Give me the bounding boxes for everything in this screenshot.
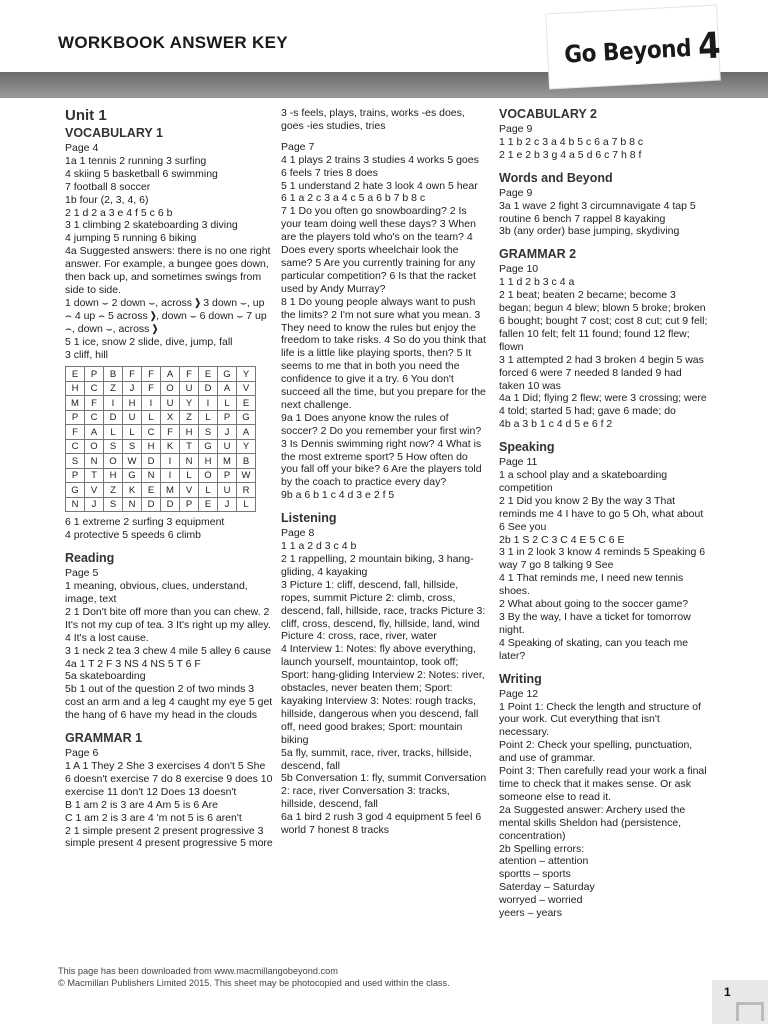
grid-cell: G: [199, 439, 218, 454]
grid-row: [66, 381, 256, 396]
brand-badge: [546, 6, 720, 89]
grid-cell: J: [218, 497, 237, 512]
grid-cell: F: [142, 367, 161, 382]
listening-answers: [281, 540, 487, 837]
answer-line: 6 1 extreme 2 surfing 3 equipment: [65, 516, 225, 529]
page-7-answers: [281, 154, 487, 502]
answer-line: 4a 1 Did; flying 2 flew; were 3 crossing; were 4 told; started 5 had; gave 6 made; do: [499, 392, 707, 418]
answer-line: 3 Picture 1: cliff, descend, fall, hillside, ropes, summit Picture 2: climb, cross, descend, fall, hillside, race, tracks Picture 3: cliff, cross, descend, fly, hillside, land, wind Picture 4: cross, race, river, water: [281, 578, 486, 643]
answer-line: 3 1 neck 2 tea 3 chew 4 mile 5 alley 6 cause: [65, 644, 272, 657]
grid-cell: P: [66, 410, 85, 425]
answer-line: 4 1 plays 2 trains 3 studies 4 works 5 goes 6 feels 7 tries 8 does: [281, 153, 479, 179]
section-heading-speaking: Speaking: [499, 440, 555, 455]
section-heading-grammar-2: GRAMMAR 2: [499, 247, 577, 262]
grid-cell: F: [66, 425, 85, 440]
grid-cell: O: [199, 468, 218, 483]
grid-cell: X: [161, 410, 180, 425]
answer-line: worryed – worried: [499, 894, 583, 907]
answer-line: sportts – sports: [499, 868, 571, 881]
grid-cell: N: [123, 497, 142, 512]
grid-cell: L: [218, 396, 237, 411]
section-heading-grammar-1: GRAMMAR 1: [65, 731, 143, 746]
grammar-2-answers: [499, 276, 709, 431]
answer-line: 2 1 simple present 2 present progressive 3 simple present 4 present progressive 5 more: [65, 824, 273, 850]
answer-line: 4a Suggested answers: there is no one right answer. For example, a bungee goes down, then back up, and sometimes swings from side to side.: [65, 245, 271, 296]
vocabulary-1-answers: [65, 155, 273, 362]
answer-line: yeers – years: [499, 907, 563, 920]
page-ref: Page 7: [281, 140, 315, 153]
grid-cell: N: [66, 497, 85, 512]
footer-source: This page has been downloaded from www.macmillangobeyond.com: [58, 966, 338, 976]
page-footer: [58, 966, 658, 989]
grid-cell: D: [199, 381, 218, 396]
grid-cell: D: [142, 454, 161, 469]
grid-cell: P: [180, 497, 199, 512]
grid-cell: K: [161, 439, 180, 454]
grid-row: [66, 483, 256, 498]
grid-cell: H: [199, 454, 218, 469]
answer-line: 1 1 a 2 d 3 c 4 b: [281, 540, 357, 553]
answer-line: 5a fly, summit, race, river, tracks, hillside, descend, fall: [281, 746, 472, 772]
speaking-answers: [499, 469, 709, 663]
grid-cell: H: [142, 439, 161, 454]
section-heading-words-and-beyond: Words and Beyond: [499, 170, 613, 185]
word-search-grid: [65, 366, 256, 512]
grid-cell: F: [142, 381, 161, 396]
grid-cell: L: [180, 468, 199, 483]
answer-line: 4 Interview 1: Notes: fly above everything, launch yourself, mountaintop, took off; Sport: hang-gliding Interview 2: Notes: river, obstacles, never beaten them; Sport: kayaking Interview 3: Notes: rough tracks, hillside, dangerous when you descend, fall off, need good brakes; Sport: mountain biking: [281, 643, 485, 746]
grid-cell: I: [199, 396, 218, 411]
answer-line: 8 1 Do young people always want to push the limits? 2 I'm not sure what you mean. 3 They need to know the rules but enjoy the freedom to take risks. 4 So do you think that life is a little like playing sports, then? 5 It seems to me that in both you need the confidence to give it a try. 6 You don't succeed all the time, but you prepare for the next challenge.: [281, 295, 486, 411]
column-2: [281, 107, 487, 837]
grid-cell: V: [180, 483, 199, 498]
answer-line: 3 1 attempted 2 had 3 broken 4 begin 5 was forced 6 were 7 needed 8 landed 9 had taken 10 was: [499, 353, 704, 392]
answer-line: 6a 1 bird 2 rush 3 god 4 equipment 5 feel 6 world 7 honest 8 tracks: [281, 811, 482, 837]
answer-line: 9b a 6 b 1 c 4 d 3 e 2 f 5: [281, 489, 395, 502]
grid-cell: J: [218, 425, 237, 440]
brand-number: 4: [697, 25, 722, 68]
grid-cell: S: [104, 497, 123, 512]
words-and-beyond-answers: [499, 200, 709, 239]
answer-line: 4a 1 T 2 F 3 NS 4 NS 5 T 6 F: [65, 657, 201, 670]
answer-line: 1 Point 1: Check the length and structure of your work. Cut everything that isn't necessary.: [499, 700, 701, 739]
grid-cell: F: [180, 367, 199, 382]
grid-cell: A: [161, 367, 180, 382]
answer-line: 4b a 3 b 1 c 4 d 5 e 6 f 2: [499, 418, 613, 431]
answer-line: 3 1 climbing 2 skateboarding 3 diving: [65, 219, 238, 232]
grid-row: [66, 410, 256, 425]
grid-cell: B: [237, 454, 256, 469]
answer-line: 2 1 e 2 b 3 g 4 a 5 d 6 c 7 h 8 f: [499, 148, 642, 161]
grid-cell: A: [218, 381, 237, 396]
grid-cell: C: [66, 439, 85, 454]
grid-cell: L: [199, 410, 218, 425]
answer-line: 2 1 Don't bite off more than you can chew. 2 It's not my cup of tea. 3 It's right up my alley. 4 It's a lost cause.: [65, 605, 271, 644]
section-heading-vocabulary-2: VOCABULARY 2: [499, 107, 597, 121]
page-ref: Page 5: [65, 567, 99, 580]
grid-cell: J: [123, 381, 142, 396]
grid-cell: M: [161, 483, 180, 498]
answer-line: 3 cliff, hill: [65, 348, 108, 361]
answer-line: 4 jumping 5 running 6 biking: [65, 232, 197, 245]
column-3: [499, 107, 709, 920]
answer-line: Point 2: Check your spelling, punctuation, and use of grammar.: [499, 739, 693, 765]
grid-cell: O: [161, 381, 180, 396]
answer-line: 1 1 b 2 c 3 a 4 b 5 c 6 a 7 b 8 c: [499, 135, 644, 148]
grid-cell: Y: [237, 439, 256, 454]
grid-cell: P: [66, 468, 85, 483]
grid-cell: I: [142, 396, 161, 411]
grid-cell: N: [85, 454, 104, 469]
section-heading-reading: Reading: [65, 551, 115, 566]
grid-cell: U: [161, 396, 180, 411]
grid-cell: U: [218, 439, 237, 454]
grid-cell: E: [199, 497, 218, 512]
grid-cell: H: [104, 468, 123, 483]
answer-line: 5b Conversation 1: fly, summit Conversation 2: race, river Conversation 3: tracks, hillside, descend, fall: [281, 772, 487, 811]
grid-cell: J: [85, 497, 104, 512]
grid-cell: I: [161, 454, 180, 469]
answer-line: 2 What about going to the soccer game?: [499, 598, 689, 611]
grid-cell: D: [142, 497, 161, 512]
answer-line: 5 1 ice, snow 2 slide, dive, jump, fall: [65, 335, 233, 348]
grid-cell: L: [104, 425, 123, 440]
answer-line: 4 1 That reminds me, I need new tennis shoes.: [499, 572, 684, 598]
grid-cell: S: [123, 439, 142, 454]
page-ref: Page 10: [499, 263, 539, 276]
page-ref: Page 4: [65, 142, 99, 154]
answer-line: Saterday – Saturday: [499, 881, 595, 894]
answer-line: 1 A 1 They 2 She 3 exercises 4 don't 5 She 6 doesn't exercise 7 do 8 exercise 9 does 10 exercise 11 don't 12 Does 13 doesn't: [65, 760, 273, 798]
grid-cell: E: [199, 367, 218, 382]
answer-line: 4 Speaking of skating, can you teach me later?: [499, 636, 689, 662]
answer-line: 9a 1 Does anyone know the rules of soccer? 2 Do you remember your first win? 3 Is Dennis swimming right now? 4 What is the most extreme sport? 5 How often do you fall off your bike? 6 Are the players told by the coach to practice every day?: [281, 411, 482, 489]
grid-cell: S: [199, 425, 218, 440]
grid-cell: V: [85, 483, 104, 498]
grid-cell: C: [85, 381, 104, 396]
grid-cell: T: [180, 439, 199, 454]
grid-cell: S: [104, 439, 123, 454]
answer-line: 7 football 8 soccer: [65, 180, 151, 193]
grid-cell: D: [161, 497, 180, 512]
grid-row: [66, 468, 256, 483]
section-heading-listening: Listening: [281, 511, 337, 526]
page-ref: Page 8: [281, 527, 315, 540]
answer-line: 1b four (2, 3, 4, 6): [65, 193, 149, 206]
grid-cell: A: [85, 425, 104, 440]
brand-logo: [563, 25, 721, 74]
answer-line: C 1 am 2 is 3 are 4 'm not 5 is 6 aren't: [65, 811, 242, 824]
answer-line: 2 1 rappelling, 2 mountain biking, 3 hang-gliding, 4 kayaking: [281, 553, 474, 578]
grid-cell: E: [66, 367, 85, 382]
grid-cell: L: [199, 483, 218, 498]
grid-cell: S: [66, 454, 85, 469]
grid-cell: Z: [104, 381, 123, 396]
grid-cell: E: [142, 483, 161, 498]
grid-cell: Y: [180, 396, 199, 411]
unit-title: Unit 1: [65, 107, 107, 124]
answer-line: 1 a school play and a skateboarding competition: [499, 469, 668, 494]
brand-name: Go Beyond: [563, 33, 692, 69]
grid-cell: V: [237, 381, 256, 396]
grid-cell: T: [85, 468, 104, 483]
page-ref: Page 6: [65, 747, 99, 760]
answer-line: 6 1 a 2 c 3 a 4 c 5 a 6 b 7 b 8 c: [281, 192, 426, 205]
grid-cell: C: [85, 410, 104, 425]
page-header: [0, 0, 768, 98]
page-ref: Page 11: [499, 456, 538, 469]
grid-row: [66, 439, 256, 454]
grammar-1-answers-cont: [281, 107, 487, 133]
grid-cell: D: [104, 410, 123, 425]
grid-cell: P: [218, 468, 237, 483]
grid-cell: P: [218, 410, 237, 425]
page-ref: Page 12: [499, 687, 539, 700]
grid-cell: W: [237, 468, 256, 483]
grid-cell: F: [123, 367, 142, 382]
grid-cell: E: [237, 396, 256, 411]
grid-cell: Y: [237, 367, 256, 382]
answer-line: B 1 am 2 is 3 are 4 Am 5 is 6 Are: [65, 798, 218, 811]
grid-cell: U: [218, 483, 237, 498]
grid-cell: R: [237, 483, 256, 498]
vocabulary-1-answers-cont: [65, 516, 273, 542]
answer-line: 2b Spelling errors:: [499, 842, 585, 855]
answer-line: 3b (any order) base jumping, skydiving: [499, 225, 680, 238]
answer-line: 1 1 d 2 b 3 c 4 a: [499, 276, 575, 289]
answer-line: 5b 1 out of the question 2 of two minds 3 cost an arm and a leg 4 caught my eye 5 get the hang of 6 have my head in the clouds: [65, 683, 273, 722]
page-ref: Page 9: [499, 123, 533, 135]
answer-line: 1a 1 tennis 2 running 3 surfing: [65, 154, 207, 167]
grid-cell: L: [237, 497, 256, 512]
answer-line: 1 down ⌣ 2 down ⌣, across ❯ 3 down ⌣, up ⌢ 4 up ⌢ 5 across ❯, down ⌣ 6 down ⌣ 7 up ⌢, down ⌣, across ❯: [65, 296, 267, 335]
grid-cell: G: [237, 410, 256, 425]
page-ref: Page 9: [499, 186, 533, 199]
grid-cell: H: [123, 396, 142, 411]
answer-line: 3 By the way, I have a ticket for tomorrow night.: [499, 611, 691, 636]
grid-cell: A: [237, 425, 256, 440]
page-title: WORKBOOK ANSWER KEY: [58, 33, 288, 52]
grid-cell: F: [161, 425, 180, 440]
grid-row: [66, 454, 256, 469]
grid-cell: N: [180, 454, 199, 469]
grid-cell: U: [123, 410, 142, 425]
grid-row: [66, 497, 256, 512]
grid-cell: G: [123, 468, 142, 483]
section-heading-vocabulary-1: VOCABULARY 1: [65, 126, 163, 140]
grid-cell: L: [123, 425, 142, 440]
answer-line: 4 skiing 5 basketball 6 swimming: [65, 167, 218, 180]
answer-line: atention – attention: [499, 855, 589, 868]
column-1: [65, 107, 273, 850]
answer-line: 5 1 understand 2 hate 3 look 4 own 5 hear: [281, 179, 478, 192]
grid-cell: N: [142, 468, 161, 483]
grid-cell: M: [66, 396, 85, 411]
page-number: 1: [724, 985, 731, 999]
answer-line: 5a skateboarding: [65, 670, 146, 683]
answer-line: 2a Suggested answer: Archery used the mental skills Sheldon had (persistence, concentration): [499, 803, 686, 842]
corner-decoration: [736, 1002, 764, 1021]
grid-cell: M: [218, 454, 237, 469]
grid-row: [66, 367, 256, 382]
grid-cell: W: [123, 454, 142, 469]
grid-cell: G: [218, 367, 237, 382]
answer-line: 2 1 beat; beaten 2 became; become 3 began; begun 4 blew; blown 5 broke; broken 6 bought; bought 7 cost; cost 8 cut; cut 9 fell; fallen 10 felt; felt 11 found; found 12 flew; flown: [499, 289, 708, 353]
grid-cell: I: [104, 396, 123, 411]
grid-cell: O: [85, 439, 104, 454]
vocabulary-2-answers: [499, 136, 709, 162]
grid-cell: K: [123, 483, 142, 498]
grid-cell: Z: [180, 410, 199, 425]
grid-row: [66, 425, 256, 440]
reading-answers: [65, 580, 273, 722]
grid-cell: U: [180, 381, 199, 396]
answer-line: 7 1 Do you often go snowboarding? 2 Is your team doing well these days? 3 When are the players told who's on the team? 4 Does every sports wheelchair look the same? 5 Are you currently training for any particular competition? 6 Is that the racket used by Andy Murray?: [281, 205, 476, 295]
grid-cell: I: [161, 468, 180, 483]
grid-cell: P: [85, 367, 104, 382]
grid-cell: F: [85, 396, 104, 411]
grid-cell: H: [66, 381, 85, 396]
answer-line: 2 1 d 2 a 3 e 4 f 5 c 6 b: [65, 206, 173, 219]
footer-copyright: © Macmillan Publishers Limited 2015. This sheet may be photocopied and used within the class.: [58, 977, 450, 988]
answer-line: 2 1 Did you know 2 By the way 3 That reminds me 4 I have to go 5 Oh, what about 6 See you: [499, 494, 704, 533]
answer-line: 4 protective 5 speeds 6 climb: [65, 529, 201, 542]
grid-row: [66, 396, 256, 411]
grid-cell: L: [142, 410, 161, 425]
answer-line: 3a 1 wave 2 fight 3 circumnavigate 4 tap 5 routine 6 bench 7 rappel 8 kayaking: [499, 199, 696, 225]
grid-cell: G: [66, 483, 85, 498]
grid-cell: B: [104, 367, 123, 382]
answer-line: 1 meaning, obvious, clues, understand, image, text: [65, 580, 248, 606]
writing-answers: [499, 701, 709, 920]
section-heading-writing: Writing: [499, 671, 542, 686]
grammar-1-answers: [65, 760, 273, 850]
grid-cell: O: [104, 454, 123, 469]
grid-cell: H: [180, 425, 199, 440]
answer-line: Point 3: Then carefully read your work a final time to check that it makes sense. Or ask someone else to read it.: [499, 765, 707, 803]
answer-line: 2b 1 S 2 C 3 C 4 E 5 C 6 E: [499, 533, 625, 546]
grid-cell: Z: [104, 483, 123, 498]
answer-line: 3 -s feels, plays, trains, works -es does, goes -ies studies, tries: [281, 107, 465, 132]
answer-line: 3 1 in 2 look 3 know 4 reminds 5 Speaking 6 way 7 go 8 talking 9 See: [499, 546, 706, 572]
grid-cell: C: [142, 425, 161, 440]
